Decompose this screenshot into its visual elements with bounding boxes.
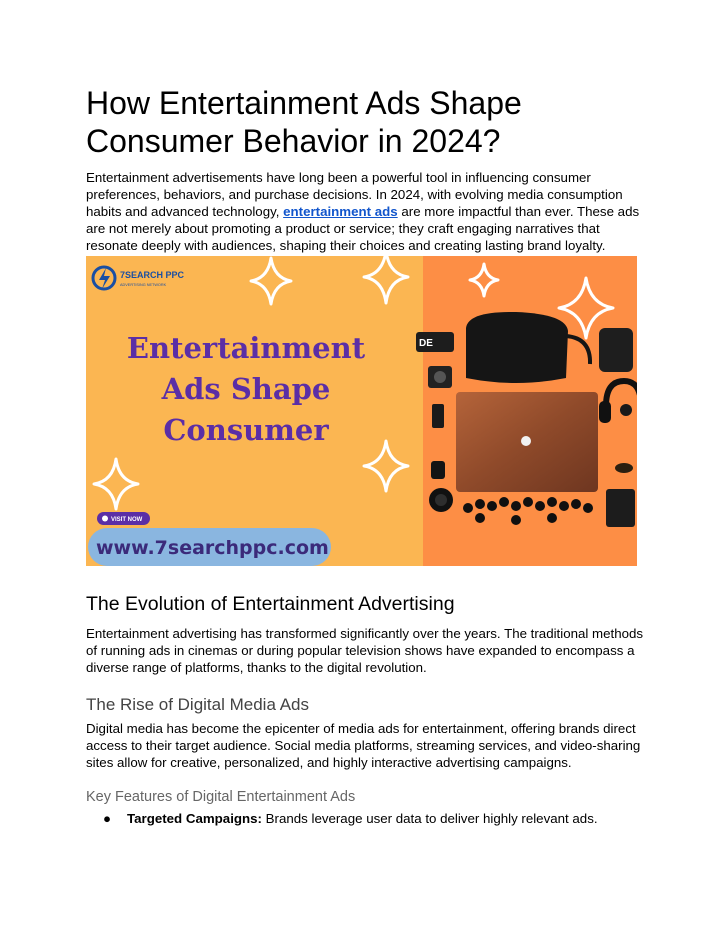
intro-text-start: Entertainment advertisements have long been a powerful tool in influencing consumer preferences, behaviors, and purchase decisions. In 2024, with evolving media consumption habits and advanced technology, [86,170,623,219]
logo-tagline: ADVERTISING NETWORK [120,283,167,287]
section-heading-key-features: Key Features of Digital Entertainment Ads [86,789,356,805]
hero-headline-line3: Consumer [163,413,329,447]
section-paragraph-evolution: Entertainment advertising has transformed significantly over the years. The traditional methods of running ads in cinemas or during popular television shows have expanded to encompass a diverse range of platforms, thanks to the digital revolution. [86,626,644,675]
logo-text: 7SEARCH PPC [120,270,185,280]
list-item [86,810,646,827]
list-item-text: Brands leverage user data to deliver highly relevant ads. [261,811,598,826]
section-paragraph-digital-media: Digital media has become the epicenter of media ads for entertainment, offering brands direct access to their target audience. Social media platforms, streaming services, and video-sharing sites allow for creative, personalized, and highly interactive advertising campaigns. [86,721,641,770]
page-title: How Entertainment Ads Shape Consumer Behavior in 2024? [86,85,522,159]
hero-banner-image [86,256,637,566]
bullet-icon: ● [103,811,112,826]
entertainment-ads-link[interactable]: entertainment ads [283,204,398,219]
intro-paragraph [86,169,646,254]
section-heading-evolution: The Evolution of Entertainment Advertising [86,593,455,615]
key-features-list [86,810,646,827]
visit-now-label: VISIT NOW [111,517,143,523]
visit-now-button[interactable] [97,512,150,525]
hero-headline-line2: Ads Shape [161,372,331,406]
list-item-bold-label: Targeted Campaigns: [127,811,262,826]
hero-headline-line1: Entertainment [126,331,366,365]
camera-label: DE [419,338,433,349]
intro-text-end: are more impactful than ever. These ads are not merely about promoting a product or service; they craft engaging narratives that resonate deeply with audiences, shaping their choices and creating lasting brand loyalty. [86,204,640,253]
section-heading-digital-media: The Rise of Digital Media Ads [86,695,309,714]
website-url: www.7searchppc.com [96,537,329,559]
